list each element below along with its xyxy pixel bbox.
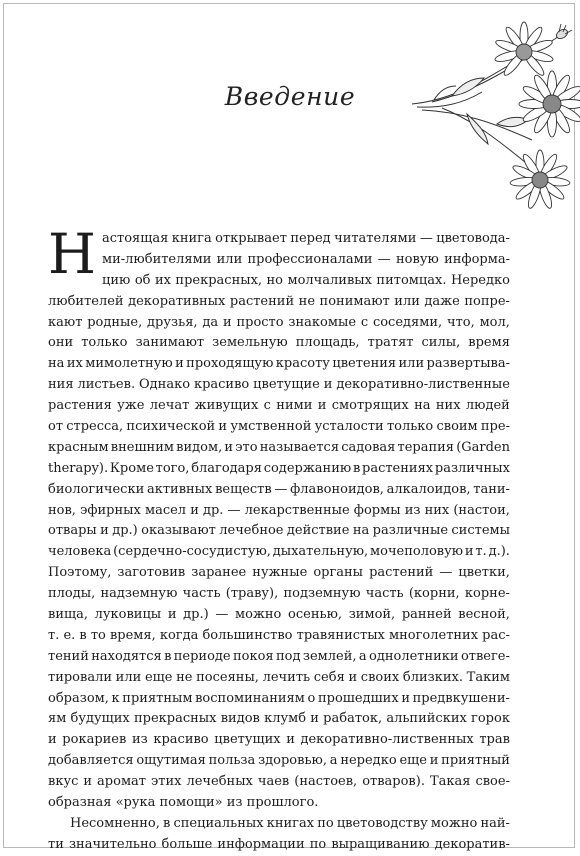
text-line: любителей декоративных растений не понимают или даже попре-	[48, 293, 510, 309]
text-line: человека (сердечно-сосудистую, дыхательную, мочеполовую и т. д.).	[48, 544, 510, 560]
text-line: ям будущих прекрасных видов клумб и рабаток, альпийских горок	[48, 711, 510, 727]
text-line: ния листьев. Однако красиво цветущие и декоративно-лиственные	[48, 377, 510, 393]
text-line: на их мимолетную и проходящую красоту цветения или развертыва-	[48, 356, 510, 372]
text-line: ти значительно больше информации по выращиванию декоратив-	[48, 836, 510, 852]
text-line: тировали или еще не посеяны, лечить себя и своих близких. Таким	[48, 669, 510, 685]
text-line: и рокариев из красиво цветущих и декоративно-лиственных трав	[48, 732, 510, 748]
text-line: цию об их прекрасных, но молчаливых питомцах. Нередко	[102, 272, 510, 288]
text-line: астоящая книга открывает перед читателями — цветовода-	[102, 231, 510, 246]
text-line: т. е. в то время, когда большинство травянистых многолетних рас-	[48, 627, 510, 643]
chamomile-illustration	[412, 12, 580, 217]
text-line: вища, луковицы и др.) — можно осенью, зимой, ранней весной,	[48, 607, 510, 623]
text-line: они только занимают земельную площадь, тратят силы, время	[48, 335, 510, 351]
text-line: отвары и др.) оказывают лечебное действие на различные системы	[48, 523, 510, 539]
text-line: биологически активных веществ — флавоноидов, алкалоидов, тани-	[48, 481, 510, 497]
text-line: добавляется ощутимая польза здоровью, а нередко еще и приятный	[48, 753, 510, 769]
text-line: Поэтому, заготовив заранее нужные органы растений — цветки,	[48, 565, 510, 581]
text-line: кают родные, друзья, да и просто знакомые с соседями, что, мол,	[48, 314, 510, 330]
text-line: плоды, надземную часть (траву), подземную часть (корни, корне-	[48, 586, 510, 602]
text-line: от стресса, психической и умственной усталости только своим пре-	[48, 419, 510, 435]
text-line: Несомненно, в специальных книгах по цветоводству можно най-	[70, 815, 510, 831]
page-title: Введение	[224, 82, 356, 111]
text-line: нов, эфирных масел и др. — лекарственные формы из них (настои,	[48, 502, 510, 518]
text-line: растения уже лечат живущих с ними и смотрящих на них людей	[48, 398, 510, 414]
text-line: образом, к приятным воспоминаниям о прошедших и предвкушени-	[48, 690, 510, 706]
body-text	[48, 229, 510, 856]
text-line: образная «рука помощи» из прошлого.	[48, 795, 319, 811]
text-line: красным внешним видом, и это называется садовая терапия (Garden	[48, 439, 510, 455]
text-line: ми-любителями или профессионалами — новую информа-	[102, 251, 510, 267]
text-line: тений находятся в периоде покоя под землей, а однолетники отвеге-	[48, 648, 510, 664]
drop-cap: Н	[48, 222, 96, 286]
text-line: therapy). Кроме того, благодаря содержанию в растениях различных	[48, 460, 510, 476]
text-line: вкус и аромат этих лечебных чаев (настоев, отваров). Такая свое-	[48, 774, 510, 790]
